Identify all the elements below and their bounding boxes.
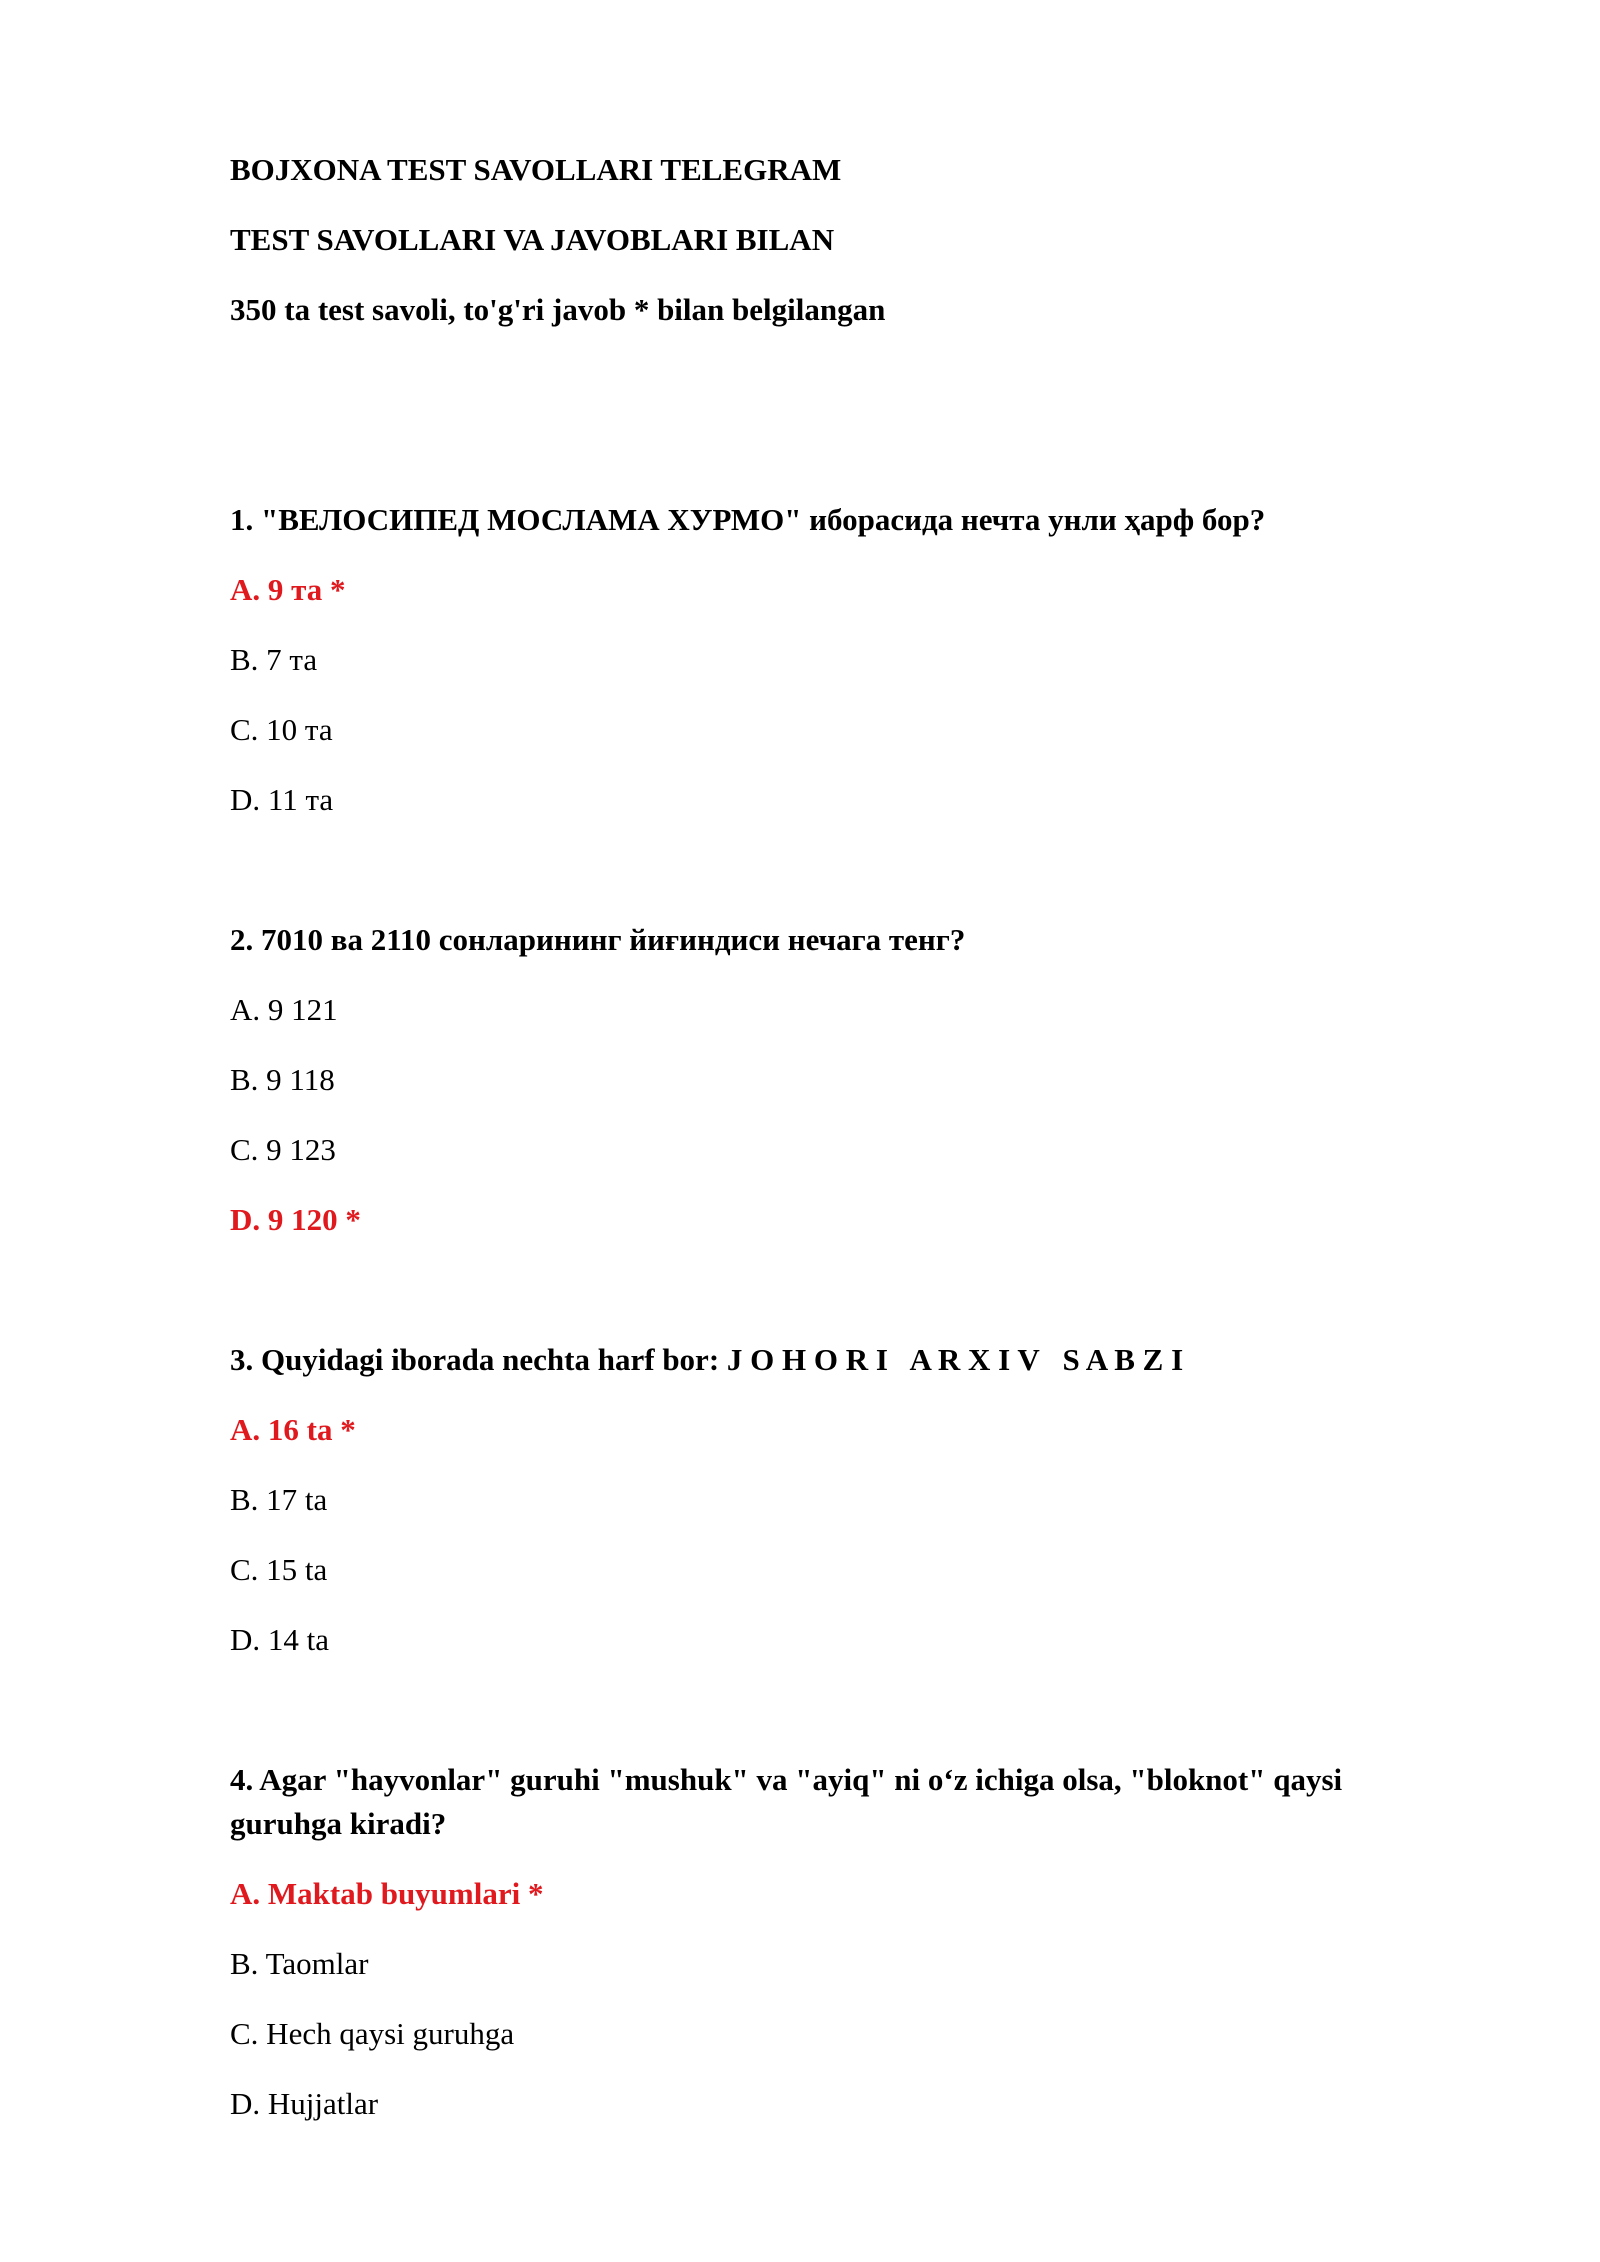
question-4-option-d: D. Hujjatlar	[230, 2086, 379, 2121]
question-4-option-b: B. Taomlar	[230, 1946, 369, 1981]
doc-subtitle: TEST SAVOLLARI VA JAVOBLARI BILAN	[230, 222, 835, 257]
question-1-option-c: C. 10 та	[230, 712, 333, 747]
question-3-option-d: D. 14 ta	[230, 1622, 330, 1657]
question-3-option-c: C. 15 ta	[230, 1552, 328, 1587]
question-1-option-a: A. 9 та *	[230, 572, 346, 607]
question-1-option-d: D. 11 та	[230, 782, 334, 817]
question-2-option-c: C. 9 123	[230, 1132, 336, 1167]
question-3-option-b: B. 17 ta	[230, 1482, 328, 1517]
question-2-text: 2. 7010 ва 2110 сонларининг йиғиндиси нечага тенг?	[230, 922, 966, 957]
question-1-option-b: B. 7 та	[230, 642, 318, 677]
question-4-option-c: C. Hech qaysi guruhga	[230, 2016, 515, 2051]
doc-title: BOJXONA TEST SAVOLLARI TELEGRAM	[230, 152, 842, 187]
doc-description: 350 ta test savoli, to'g'ri javob * bilan belgilangan	[230, 292, 886, 327]
question-2-option-a: A. 9 121	[230, 992, 338, 1027]
question-3-text: 3. Quyidagi iborada nechta harf bor: J O H O R I A R X I V S A B Z I	[230, 1342, 1184, 1377]
question-2-option-b: B. 9 118	[230, 1062, 335, 1097]
question-2-option-d: D. 9 120 *	[230, 1202, 361, 1237]
question-4-option-a: A. Maktab buyumlari *	[230, 1876, 544, 1911]
question-3-option-a: A. 16 ta *	[230, 1412, 356, 1447]
question-4-text: 4. Agar "hayvonlar" guruhi "mushuk" va "ayiq" ni o‘z ichiga olsa, "bloknot" qaysi guruhga kiradi?	[230, 1762, 1343, 1841]
question-1-text: 1. "ВЕЛОСИПЕД МОСЛАМА ХУРМО" иборасида нечта унли ҳарф бор?	[230, 502, 1266, 537]
